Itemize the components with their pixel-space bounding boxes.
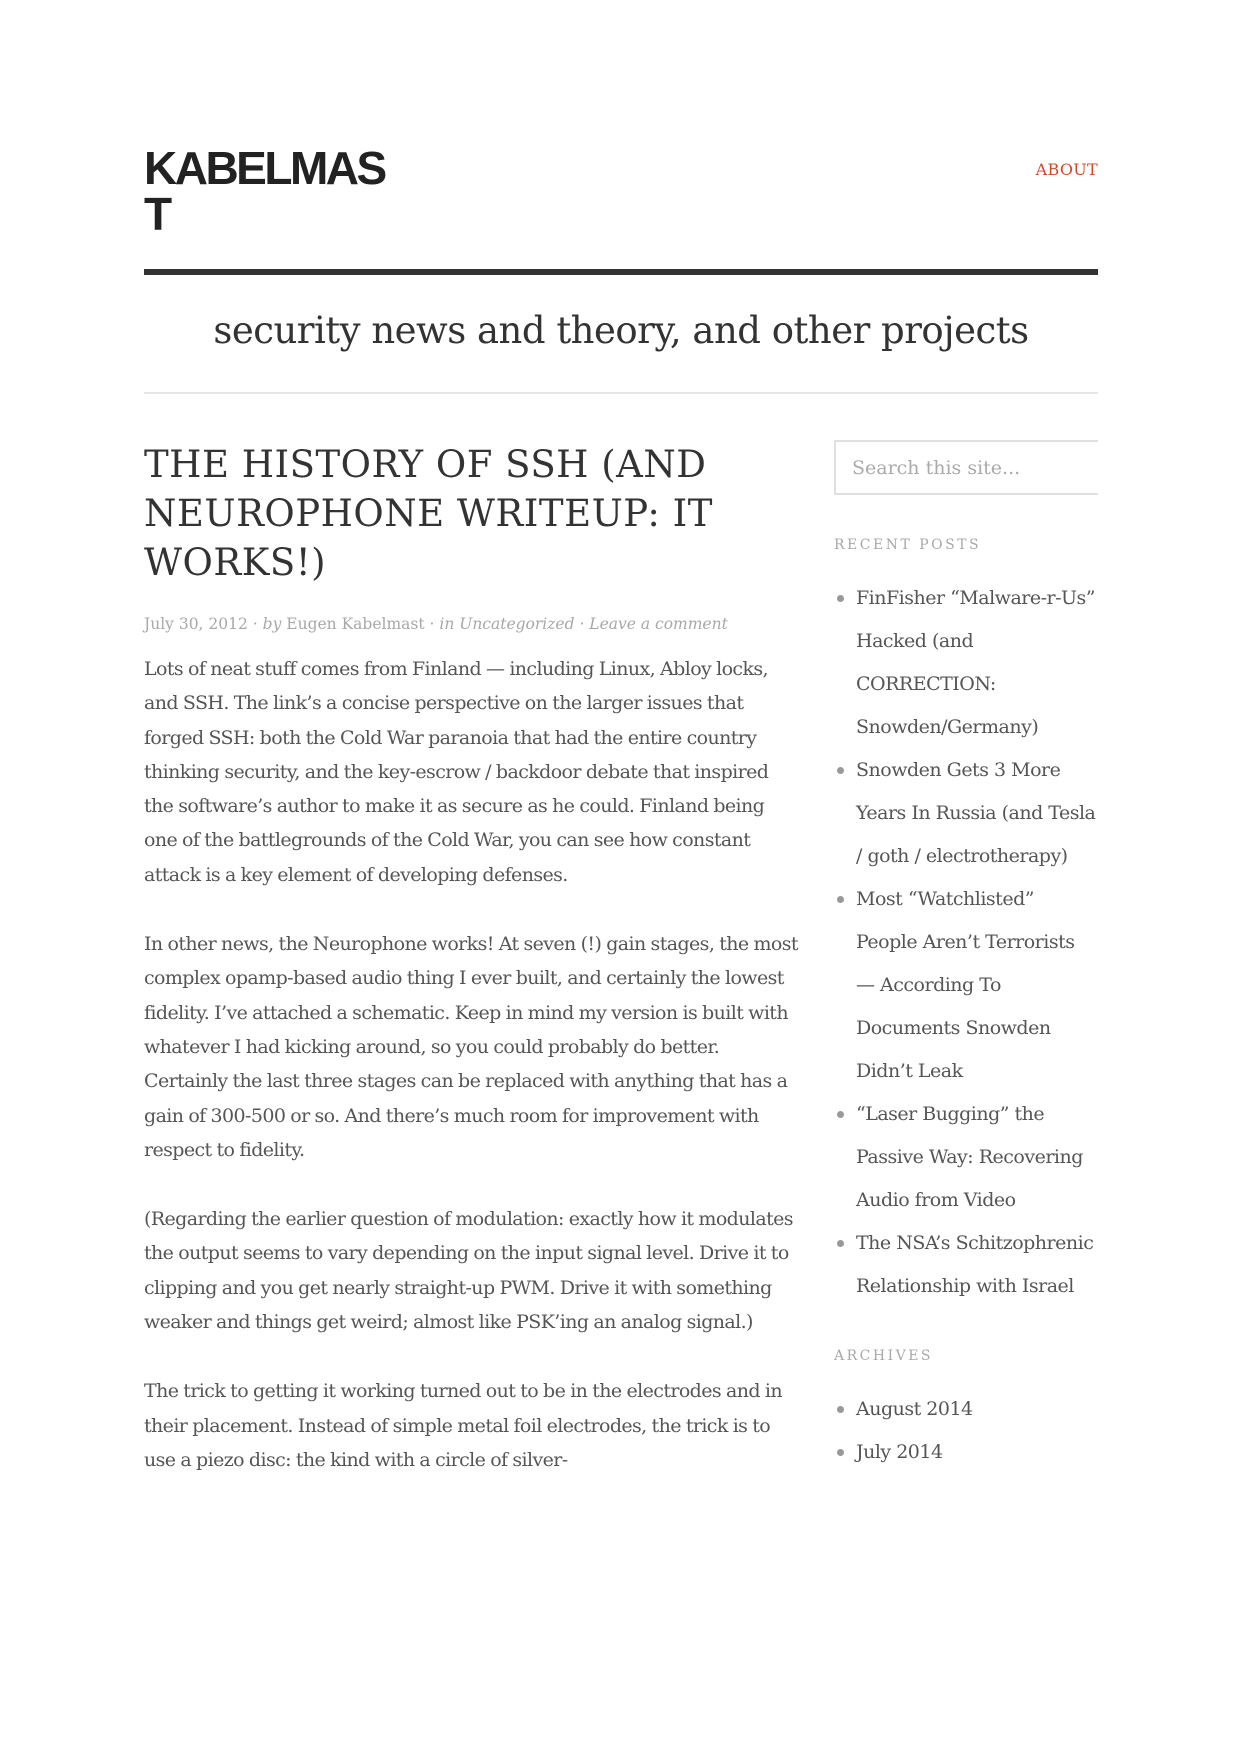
recent-post-link[interactable]: “Laser Bugging” the Passive Way: Recovering Audio from Video (856, 1103, 1083, 1211)
meta-separator: · (574, 615, 590, 633)
main-content (144, 440, 799, 1512)
sidebar (834, 440, 1098, 1474)
site-tagline: security news and theory, and other projects (213, 309, 1029, 352)
leave-comment-link[interactable]: Leave a comment (589, 615, 728, 633)
archive-link[interactable]: July 2014 (856, 1441, 943, 1463)
meta-separator: · (247, 615, 263, 633)
search-input[interactable] (834, 440, 1098, 495)
list-item (856, 878, 1098, 1093)
archives-list (834, 1388, 1098, 1474)
list-item (856, 1388, 1098, 1431)
post-title[interactable]: THE HISTORY OF SSH (AND NEUROPHONE WRITEUP: IT WORKS!) (144, 443, 713, 584)
archive-link[interactable]: August 2014 (856, 1398, 973, 1420)
post-paragraph: In other news, the Neurophone works! At seven (!) gain stages, the most complex opamp-based audio thing I ever built, and certainly the lowest fidelity. I’ve attached a schematic. Keep in mind my version is built with whatever I had kicking around, so you could probably do better. Certainly the last three stages can be replaced with anything that has a gain of 300-500 or so. And there’s much room for improvement with respect to fidelity. (144, 933, 798, 1161)
post-category-link[interactable]: Uncategorized (459, 615, 575, 633)
post-date-link[interactable]: July 30, 2012 (144, 615, 248, 633)
post-article (144, 440, 799, 1477)
recent-post-link[interactable]: The NSA’s Schitzophrenic Relationship with Israel (856, 1232, 1094, 1297)
site-title[interactable]: KABELMAST (144, 142, 385, 240)
archives-widget (834, 1348, 1098, 1474)
archives-title: ARCHIVES (834, 1348, 934, 1364)
post-author-link[interactable]: Eugen Kabelmast (286, 615, 425, 633)
header-divider (144, 269, 1098, 275)
recent-posts-widget (834, 537, 1098, 1308)
post-paragraph: The trick to getting it working turned out to be in the electrodes and in their placement. Instead of simple metal foil electrodes, the trick is to use a piezo disc: the kind with a circle of silver- (144, 1380, 782, 1471)
meta-in-label: in (439, 615, 455, 633)
tagline-divider (144, 392, 1098, 394)
list-item (856, 1093, 1098, 1222)
recent-posts-list (834, 577, 1098, 1308)
nav-about-link[interactable]: ABOUT (1035, 160, 1098, 179)
post-meta (144, 613, 799, 635)
recent-posts-title: RECENT POSTS (834, 537, 982, 553)
list-item (856, 1222, 1098, 1308)
meta-by-label: by (262, 615, 282, 633)
recent-post-link[interactable]: FinFisher “Malware-r-Us” Hacked (and CORRECTION: Snowden/Germany) (856, 587, 1095, 738)
post-paragraph: (Regarding the earlier question of modulation: exactly how it modulates the output seems to vary depending on the input signal level. Drive it to clipping and you get nearly straight-up PWM. Drive it with something weaker and things get weird; almost like PSK’ing an analog signal.) (144, 1208, 793, 1334)
list-item (856, 749, 1098, 878)
list-item (856, 1431, 1098, 1474)
post-body (144, 652, 799, 1477)
recent-post-link[interactable]: Snowden Gets 3 More Years In Russia (and Tesla / goth / electrotherapy) (856, 759, 1096, 867)
post-paragraph: Lots of neat stuff comes from Finland — including Linux, Abloy locks, and SSH. The link’s a concise perspective on the larger issues that forged SSH: both the Cold War paranoia that had the entire country thinking security, and the key-escrow / backdoor debate that inspired the software’s author to make it as secure as he could. Finland being one of the battlegrounds of the Cold War, you can see how constant attack is a key element of developing defenses. (144, 658, 769, 886)
recent-post-link[interactable]: Most “Watchlisted” People Aren’t Terrorists — According To Documents Snowden Didn’t Leak (856, 888, 1075, 1082)
list-item (856, 577, 1098, 749)
meta-separator: · (424, 615, 440, 633)
